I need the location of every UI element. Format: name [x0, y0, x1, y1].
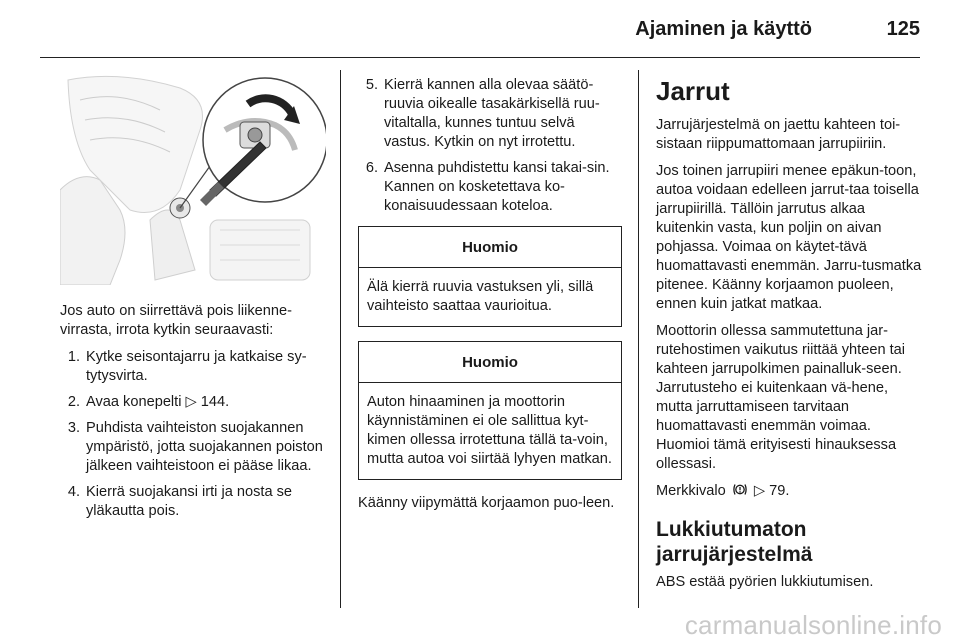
caution-title: Huomio	[359, 342, 621, 383]
after-note-text: Käänny viipymättä korjaamon puo-leen.	[358, 495, 615, 511]
paragraph: Jarrujärjestelmä on jaettu kahteen toi-sistaan riippumattomaan jarrupiiriin.	[656, 117, 901, 152]
list-item: 2. Avaa konepelti ▷ 144.	[67, 394, 230, 410]
middle-column	[358, 76, 622, 521]
caution-text: Älä kierrä ruuvia vastuksen yli, sillä vaihteisto saattaa vaurioitua.	[367, 279, 594, 314]
list-item: 6. Asenna puhdistettu kansi takai-sin. Kannen on kosketettava ko-konaisuudessaan koteloa.	[365, 160, 610, 214]
header-rule	[40, 57, 920, 58]
column-divider-right	[638, 70, 639, 608]
caution-text: Auton hinaaminen ja moottorin käynnistäminen ei ole sallittua kyt-kimen ollessa irrotettuna tällä ta-voin, mutta autoa voi siirtää lyhyen matkan.	[367, 394, 612, 467]
column-divider-left	[340, 70, 341, 608]
right-column	[656, 76, 922, 600]
watermark: carmanualsonline.info	[684, 610, 942, 640]
steps-list-middle	[358, 76, 622, 216]
paragraph: Jos toinen jarrupiiri menee epäkun-toon, autoa voidaan edelleen jarrut-taa toisella jarrupiirillä. Tällöin jarrutus alkaa kuitenkin vasta, kun poljin on aivan pohjassa. Voimaa on käytet-tävä huomattavasti enemmän. Jarru-tusmatka pitenee. Käänny korjaamon puoleen, ennen kuin jatkat matkaa.	[656, 163, 922, 312]
left-column	[60, 302, 330, 528]
caution-box	[358, 341, 622, 480]
caution-title: Huomio	[359, 227, 621, 268]
engine-bay-illustration	[60, 70, 326, 285]
page-number: 125	[886, 18, 920, 40]
list-item: 5. Kierrä kannen alla olevaa säätö-ruuvia oikealle tasakärkisellä ruu-vitaltalla, kunnes tuntuu selvä vastus. Kytkin on nyt irrotettu.	[365, 77, 600, 150]
section-heading: Jarrut	[656, 76, 730, 106]
list-item: 1. Kytke seisontajarru ja katkaise sy-tytysvirta.	[67, 349, 307, 384]
caution-box	[358, 226, 622, 327]
subsection-heading: Lukkiutumaton jarrujärjestelmä	[656, 518, 813, 566]
running-header-title: Ajaminen ja käyttö	[635, 18, 812, 40]
brake-warning-icon	[732, 483, 748, 496]
intro-text: Jos auto on siirrettävä pois liikenne-virrasta, irrota kytkin seuraavasti:	[60, 303, 292, 338]
abs-text: ABS estää pyörien lukkiutumisen.	[656, 574, 874, 590]
list-item: 3. Puhdista vaihteiston suojakannen ympäristö, jotta suojakannen poiston jälkeen vaihteistoon ei pääse likaa.	[67, 420, 323, 474]
list-item: 4. Kierrä suojakansi irti ja nosta se yläkautta pois.	[67, 484, 293, 519]
indicator-reference: Merkkivalo ▷ 79.	[656, 483, 790, 499]
steps-list-left	[60, 348, 330, 521]
paragraph: Moottorin ollessa sammutettuna jar-rutehostimen vaikutus riittää yhteen tai kahteen jarrupolkimen painalluk-seen. Jarrutusteho ei kuitenkaan vä-hene, mutta jarruttamiseen tarvitaan huomattavasti enemmän voimaa. Huomioi tämä erityisesti hinauksessa ollessasi.	[656, 323, 906, 472]
